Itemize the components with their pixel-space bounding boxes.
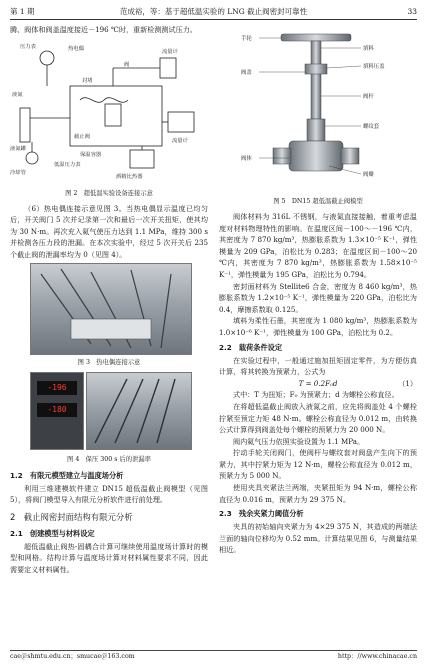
footer-email: cae＠shmtu.edu.cn；smucae＠163.com (10, 653, 135, 660)
gauge-display-b: -180 (37, 403, 77, 417)
thermocouple-photo (30, 263, 192, 355)
section-2-title: 2 截止阀密封面结构有限元分析 (10, 511, 133, 522)
equation-number: （1） (398, 378, 417, 388)
apparatus-diagram (10, 38, 208, 186)
paragraph: 密封面材料为 Stellite6 合金，密度为 8 460 kg/m³，热膨胀系数为 1.2×10⁻⁵ K⁻¹，弹性模量为 220 GPa，泊松比为 0.4，摩擦系数取 0.125。 (219, 281, 417, 314)
figure-2-caption: 图 2 超低温实验设备连接示意 (65, 189, 153, 197)
paragraph: 在实验过程中，一般通过施加扭矩固定零件，为方便仿真计算，将其转换为预紧力，公式为 (219, 355, 417, 377)
paragraph: （6）热电偶连接示意见图 3。当热电偶显示温度已均匀后，开关阀门 5 次并记录第一次和最后一次开关扭矩，使其均为 30 N·m。再次充入氦气使压力达到 1.1 MPa，维持 300 s 并检测各压力段的泄漏。在本次实验中，经过 5 次开关后 235 个截止阀的泄漏率均为 0（见图 4）。 (10, 203, 208, 259)
paragraph: 腾、阀体和阀盖温度接近－196 ℃时，重新检测测试压力。 (10, 25, 197, 34)
label-packing: 填料 (363, 46, 374, 52)
footer-url: http：//www.chinacae.cn (337, 653, 417, 660)
header-rule (10, 19, 417, 20)
section-2-3-title: 2.3 残余夹紧力阈值分析 (219, 509, 304, 519)
section-2-1-title: 2.1 创建模型与材料设定 (10, 528, 95, 538)
label-thermocouple: 热电偶 (68, 45, 84, 52)
label-body: 阀体 (241, 156, 252, 162)
paragraph: 超低温截止阀热-固耦合计算可继续使用温度场计算时的模型和网格。结构计算与温度场计算对材料属性要求不同，因此需要定义材料属性。 (10, 541, 208, 574)
footer (10, 651, 417, 661)
label-pressure-gauge: 压力表 (20, 43, 36, 50)
label-bonnet: 阀盖 (241, 70, 252, 76)
label-insulated-vessel: 保温容器 (80, 151, 102, 158)
paragraph: 填料为柔性石墨，其密度为 1 080 kg/m³，热膨胀系数为 1.0×10⁻⁶ K⁻¹，弹性模量为 100 GPa，泊松比为 0.2。 (219, 316, 417, 337)
label-lowtemp-gauge: 低温压力表 (54, 161, 81, 168)
label-thread-sleeve: 螺纹套 (363, 124, 380, 130)
label-heater: 酒精比热器 (116, 173, 143, 180)
label-seal: 封堵 (82, 77, 93, 84)
equation-1 (219, 378, 417, 390)
issue-number: 第 1 期 (10, 7, 35, 16)
paragraph: 拧动手轮关闭阀门，使阀杆与螺纹套对阀盘产生向下的预紧力，其中拧紧力矩为 12 N·m，螺栓公称直径为 0.012 m，预紧力为 5 000 N。 (219, 448, 417, 481)
left-column (10, 24, 208, 576)
label-ln2: 液氮 (12, 91, 23, 98)
right-column (219, 24, 417, 556)
running-title: 范成裕，等：基于超低温实验的 LNG 截止阀密封可靠性 (119, 7, 308, 16)
paragraph: 在将超低温截止阀放入液氮之前，应先将阀盖处 4 个螺栓拧紧至预定力矩 48 N·m。螺栓公称直径为 0.012 m，由转换公式计算得到阀盖处每个螺栓的预紧力为 20 000 N。 (219, 401, 417, 435)
label-ln2-tank: 液氮罐 (10, 145, 26, 152)
figure-5-caption: 图 5 DN15 超低温截止阀模型 (273, 198, 363, 205)
valve-model-render (219, 26, 417, 194)
section-2-2-title: 2.2 载荷条件设定 (219, 342, 283, 352)
gauge-display-a: -196 (37, 381, 77, 395)
paragraph: 阀体材料为 316L 不锈钢，与液氮直接接触，着重考虑温度对材料物理特性的影响。在温度区间－100～－196 ℃内，其密度为 7 870 kg/m³，热膨胀系数为 1.3×10⁻⁵ K⁻¹，弹性模量为 209 GPa，泊松比为 0.283；在温度区间－100～20 ℃内，其密度为 7 870 kg/m³，热膨胀系数为 1.58×10⁻⁵ K⁻¹，弹性模量为 195 GPa，泊松比为 0.794。 (219, 212, 417, 279)
figure-5 (219, 26, 417, 194)
paragraph: 夹具的初始轴向夹紧力为 4×29 375 N，其造成的两端法兰面的轴向位移均为 0.52 mm。计算结果见图 6，与测量结果相近。 (219, 522, 417, 555)
paragraph: 使用夹具夹紧法兰两端，夹紧扭矩为 94 N·m，螺栓公称直径为 0.016 m，预紧力为 29 375 N。 (219, 483, 417, 504)
figure-3-caption: 图 3 热电偶连接示意 (77, 358, 141, 366)
label-valve: 阀 (124, 61, 130, 68)
running-header (10, 5, 417, 19)
paragraph: 利用三维建模软件建立 DN15 超低温截止阀模型（见图 5），将阀门模型导入有限元分析软件进行前处理。 (10, 483, 208, 505)
label-flowmeter: 流量计 (162, 48, 178, 55)
section-1-2-title: 1.2 有限元模型建立与温度场分析 (10, 470, 124, 480)
paragraph: 阀内氦气压力依照实验设置为 1.1 MPa。 (233, 436, 365, 446)
valve-rig-photo (86, 372, 192, 450)
label-stem: 阀杆 (363, 94, 374, 100)
label-disc: 阀瓣 (363, 172, 374, 178)
rig-sketch (87, 373, 191, 449)
page-number: 33 (407, 7, 417, 16)
photo-sketch (31, 264, 191, 354)
figure-3-photo (10, 263, 208, 355)
gauge-panel-photo (30, 372, 84, 450)
label-globe-valve: 截止阀 (74, 133, 90, 140)
figure-2-diagram (10, 38, 208, 186)
figure-4-photo (10, 372, 208, 452)
label-cooling-pipe: 冷却管 (10, 169, 26, 176)
equation-body: T = 0.2F₀d (298, 378, 338, 388)
label-flowmeter-2: 流量计 (172, 137, 188, 144)
paragraph: 式中：T 为扭矩；F₀ 为预紧力；d 为螺栓公称直径。 (233, 390, 399, 400)
label-gland: 填料压盖 (363, 64, 385, 70)
label-handwheel: 手轮 (241, 36, 252, 42)
figure-4-caption: 图 4 保压 300 s 后的泄漏率 (67, 455, 151, 463)
